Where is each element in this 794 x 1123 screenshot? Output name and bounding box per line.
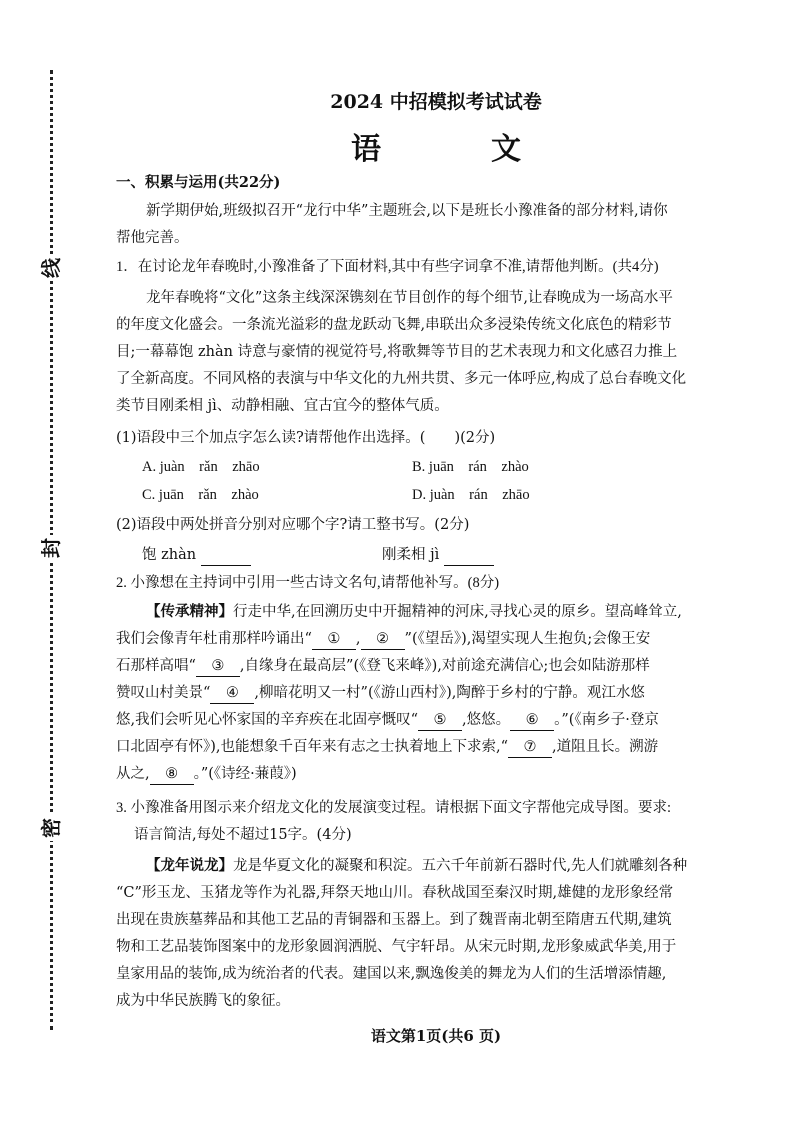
passage-text: 。”(《诗经·蒹葭》)	[193, 766, 297, 782]
passage-text: ,道阻且长。溯游	[552, 739, 659, 755]
question-2-stem: 2. 小豫想在主持词中引用一些古诗文名句,请帮他补写。(8分)	[116, 575, 500, 591]
answer-blank-5[interactable]: ⑤	[418, 710, 462, 731]
option-c[interactable]: C. juān rǎn zhào	[142, 487, 259, 503]
passage-text: ,	[355, 631, 361, 647]
question-1-sub2: (2)语段中两处拼音分别对应哪个字?请工整书写。(2分)	[116, 517, 470, 533]
passage-text: 我们会像青年杜甫那样吟诵出“	[116, 631, 312, 647]
answer-blank[interactable]	[444, 545, 494, 566]
passage-text: ,自缘身在最高层”(《登飞来峰》),对前途充满信心;也会如陆游那样	[239, 658, 650, 674]
passage-line	[146, 856, 687, 876]
answer-blank-8[interactable]: ⑧	[150, 764, 194, 785]
answer-blank-7[interactable]: ⑦	[508, 737, 552, 758]
question-1-sub1: (1)语段中三个加点字怎么读?请帮他作出选择。( )(2分)	[116, 430, 496, 446]
passage-text: ”(《望岳》),渴望实现人生抱负;会像王安	[404, 631, 651, 647]
answer-blank-3[interactable]: ③	[196, 656, 240, 677]
fill-line-2	[382, 545, 494, 566]
passage-line: 皇家用品的装饰,成为统治者的代表。建国以来,飘逸俊美的舞龙为人们的生活增添情趣,	[116, 966, 667, 982]
passage-line: 成为中华民族腾飞的象征。	[116, 993, 290, 1009]
passage-line: 目;一幕幕饱 zhàn 诗意与豪情的视觉符号,将歌舞等节目的艺术表现力和文化感召力推上	[116, 344, 678, 360]
binding-char-xian: 线	[38, 255, 64, 281]
fill-label: 刚柔相 jì	[382, 547, 440, 563]
answer-blank[interactable]	[201, 545, 251, 566]
passage-text: ,悠悠。	[462, 712, 511, 728]
passage-text: 口北固亭有怀》),也能想象千百年来有志之士执着地上下求索,“	[116, 739, 509, 755]
section-tag: 【传承精神】	[146, 603, 233, 620]
exam-title: 2024 中招模拟考试试卷	[330, 91, 542, 113]
passage-text: 石那样高唱“	[116, 658, 196, 674]
passage-line: 物和工艺品装饰图案中的龙形象圆润洒脱、气宇轩昂。从宋元时期,龙形象威武华美,用于	[116, 939, 677, 955]
passage-text: 龙是华夏文化的凝聚和积淀。五六千年前新石器时代,先人们就雕刻各种	[233, 858, 688, 874]
passage-line	[116, 710, 659, 731]
passage-line: “C”形玉龙、玉猪龙等作为礼器,拜祭天地山川。春秋战国至秦汉时期,雄健的龙形象经常	[116, 885, 674, 901]
fill-line-1	[142, 545, 251, 566]
passage-text: 从之,	[116, 766, 150, 782]
question-1-stem: 1．在讨论龙年春晚时,小豫准备了下面材料,其中有些字词拿不准,请帮他判断。(共4分)	[116, 259, 659, 275]
answer-blank-2[interactable]: ②	[361, 629, 405, 650]
passage-text: 悠,我们会听见心怀家国的辛弃疾在北固亭慨叹“	[116, 712, 419, 728]
passage-line	[116, 764, 297, 785]
section-title: 一、积累与运用(共22分)	[116, 174, 281, 191]
passage-line: 龙年春晚将“文化”这条主线深深镌刻在节目创作的每个细节,让春晚成为一场高水平	[146, 290, 673, 306]
question-3-stem: 3. 小豫准备用图示来介绍龙文化的发展演变过程。请根据下面文字帮他完成导图。要求:	[116, 800, 672, 816]
passage-line	[116, 737, 658, 758]
passage-line: 的年度文化盛会。一条流光溢彩的盘龙跃动飞舞,串联出众多浸染传统文化底色的精彩节	[116, 317, 672, 333]
passage-line: 了全新高度。不同风格的表演与中华文化的九州共贯、多元一体呼应,构成了总台春晚文化	[116, 371, 687, 387]
passage-line: 出现在贵族墓葬品和其他工艺品的青铜器和玉器上。到了魏晋南北朝至隋唐五代期,建筑	[116, 912, 672, 928]
binding-char-feng: 封	[38, 535, 64, 561]
option-d[interactable]: D. juàn rán zhāo	[412, 487, 530, 503]
fill-label: 饱 zhàn	[142, 547, 197, 563]
page-footer: 语文第1页(共6 页)	[370, 1027, 502, 1045]
passage-text: 。”(《南乡子·登京	[554, 712, 659, 728]
passage-text: 行走中华,在回溯历史中开掘精神的河床,寻找心灵的原乡。望高峰耸立,	[233, 604, 682, 620]
passage-text: ,柳暗花明又一村”(《游山西村》),陶醉于乡村的宁静。观江水悠	[254, 685, 645, 701]
section-intro-line: 新学期伊始,班级拟召开“龙行中华”主题班会,以下是班长小豫准备的部分材料,请你	[146, 203, 668, 219]
question-3-stem: 语言简洁,每处不超过15字。(4分)	[134, 827, 352, 843]
passage-line	[146, 602, 682, 622]
passage-line	[116, 629, 650, 650]
answer-blank-6[interactable]: ⑥	[510, 710, 554, 731]
section-tag: 【龙年说龙】	[146, 857, 233, 874]
passage-line: 类节目刚柔相 jì、动静相融、宜古宜今的整体气质。	[116, 398, 449, 414]
subject-title: 语 文	[351, 132, 561, 167]
section-intro-line: 帮他完善。	[116, 230, 189, 246]
passage-line	[116, 683, 645, 704]
passage-text: 赞叹山村美景“	[116, 685, 211, 701]
answer-blank-1[interactable]: ①	[312, 629, 356, 650]
answer-blank-4[interactable]: ④	[210, 683, 254, 704]
binding-char-mi: 密	[38, 815, 64, 841]
passage-line	[116, 656, 650, 677]
option-a[interactable]: A. juàn rǎn zhāo	[142, 459, 260, 475]
option-b[interactable]: B. juān rán zhào	[412, 459, 529, 475]
